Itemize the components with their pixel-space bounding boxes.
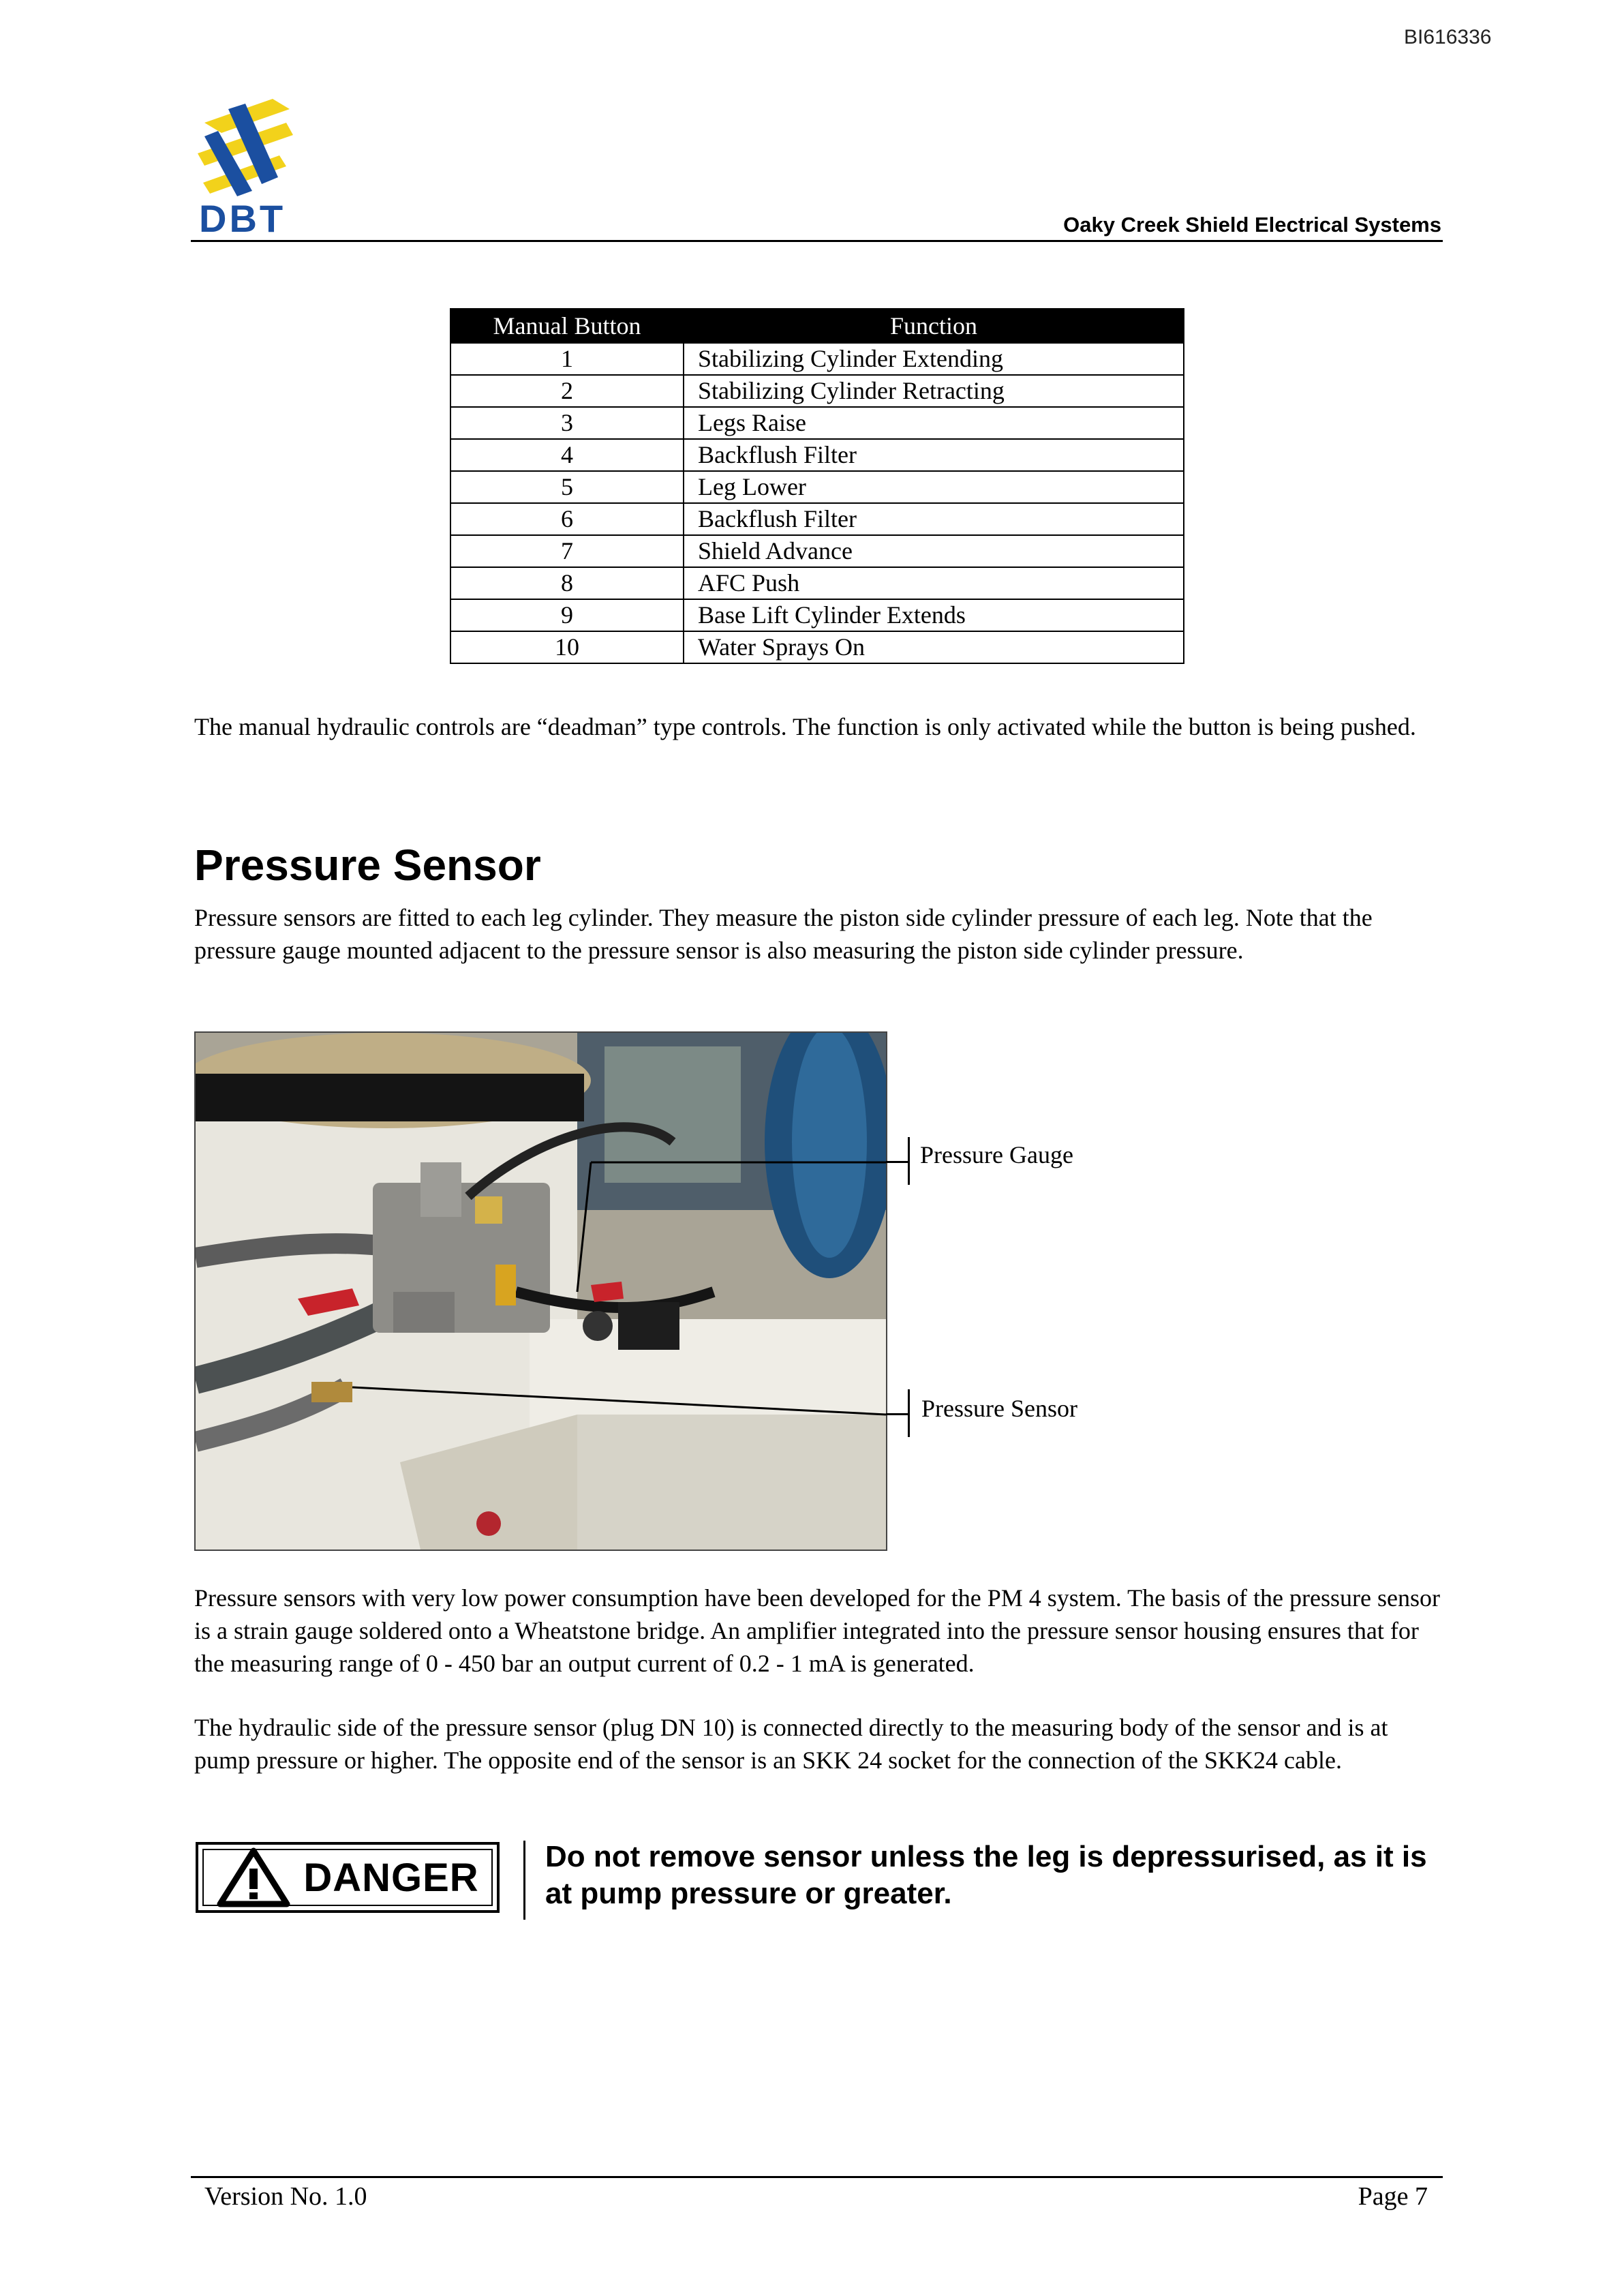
button-function: Stabilizing Cylinder Retracting <box>684 375 1184 407</box>
column-header-button: Manual Button <box>450 309 684 343</box>
button-function: Legs Raise <box>684 407 1184 439</box>
danger-label: DANGER <box>303 1855 479 1900</box>
power-paragraph: Pressure sensors with very low power consumption have been developed for the PM 4 system. The basis of the pressure sensor is a strain gauge soldered onto a Wheatstone bridge. An amplifier integrated into the pressure sensor housing ensures that for the measuring range of 0 - 450 bar an output current of 0.2 - 1 mA is generated. <box>194 1584 1440 1677</box>
dbt-logo-icon <box>191 95 307 198</box>
section-heading: Pressure Sensor <box>194 841 541 890</box>
table-header-row <box>450 309 1184 343</box>
button-number: 1 <box>450 343 684 375</box>
deadman-paragraph: The manual hydraulic controls are “deadman” type controls. The function is only activated while the button is being pushed. <box>194 713 1416 740</box>
pressure-sensor-photo <box>194 1031 887 1551</box>
button-number: 8 <box>450 567 684 599</box>
sensor-callout-tick <box>886 1413 909 1415</box>
button-function: Stabilizing Cylinder Extending <box>684 343 1184 375</box>
manual-button-table <box>450 308 1184 664</box>
table-row <box>450 471 1184 503</box>
pressure-gauge-label: Pressure Gauge <box>920 1141 1073 1168</box>
button-function: Leg Lower <box>684 471 1184 503</box>
sensor-intro-paragraph: Pressure sensors are fitted to each leg cylinder. They measure the piston side cylinder pressure of each leg. Note that the pressure gauge mounted adjacent to the pressure sensor is also measuring the piston side cylinder pressure. <box>194 904 1373 964</box>
button-number: 2 <box>450 375 684 407</box>
version-number: Version No. 1.0 <box>204 2182 367 2211</box>
table-row <box>450 343 1184 375</box>
button-number: 9 <box>450 599 684 631</box>
button-number: 3 <box>450 407 684 439</box>
table-row <box>450 503 1184 535</box>
button-function: Water Sprays On <box>684 631 1184 663</box>
pressure-sensor-label: Pressure Sensor <box>921 1395 1077 1422</box>
table-row <box>450 375 1184 407</box>
table-row <box>450 599 1184 631</box>
danger-divider <box>523 1841 525 1920</box>
button-function: AFC Push <box>684 567 1184 599</box>
table-row <box>450 535 1184 567</box>
danger-sign <box>196 1842 500 1913</box>
button-number: 4 <box>450 439 684 471</box>
button-function: Shield Advance <box>684 535 1184 567</box>
warning-triangle-icon <box>216 1847 291 1908</box>
table-row <box>450 567 1184 599</box>
header-title: Oaky Creek Shield Electrical Systems <box>1063 213 1441 237</box>
button-function: Backflush Filter <box>684 439 1184 471</box>
button-function: Base Lift Cylinder Extends <box>684 599 1184 631</box>
button-number: 6 <box>450 503 684 535</box>
gauge-callout-tick <box>886 1161 909 1163</box>
button-function: Backflush Filter <box>684 503 1184 535</box>
table-row <box>450 439 1184 471</box>
hydraulic-paragraph: The hydraulic side of the pressure sensor (plug DN 10) is connected directly to the measuring body of the sensor and is at pump pressure or higher. The opposite end of the sensor is an SKK 24 socket for the connection of the SKK24 cable. <box>194 1714 1388 1774</box>
logo-text: DBT <box>199 197 286 240</box>
dbt-logo <box>191 95 307 239</box>
button-number: 5 <box>450 471 684 503</box>
danger-message: Do not remove sensor unless the leg is depressurised, as it is at pump pressure or greater. <box>545 1840 1427 1910</box>
button-number: 7 <box>450 535 684 567</box>
column-header-function: Function <box>684 309 1184 343</box>
footer-divider <box>191 2176 1443 2178</box>
table-row <box>450 631 1184 663</box>
header-divider <box>191 240 1443 242</box>
button-number: 10 <box>450 631 684 663</box>
hydraulic-assembly-illustration <box>196 1033 886 1550</box>
document-id: BI616336 <box>1404 26 1492 48</box>
page-number: Page 7 <box>1358 2182 1428 2211</box>
table-row <box>450 407 1184 439</box>
